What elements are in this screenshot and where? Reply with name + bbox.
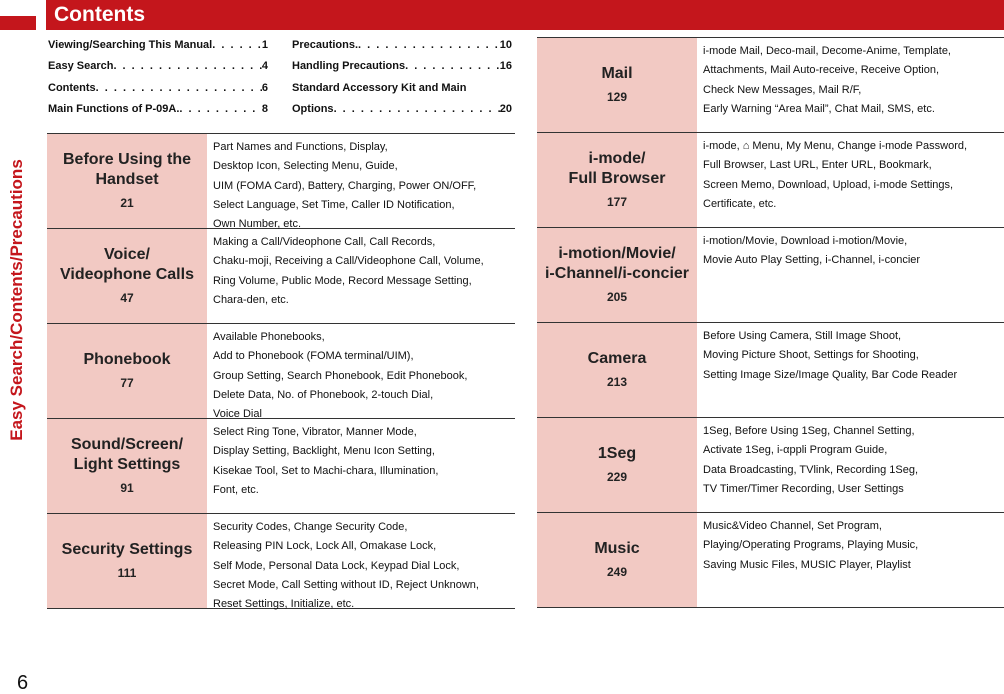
toc-entry-page: 6 [261,81,268,94]
section-description-line: Attachments, Mail Auto-receive, Receive Option, [703,64,939,77]
toc-leader-dots [113,56,261,76]
section-description [207,134,515,231]
section-description [697,38,1004,132]
section-description-line: Saving Music Files, MUSIC Player, Playlist [703,558,911,571]
toc-entry-title: Options [292,103,334,116]
section-description-line: 1Seg, Before Using 1Seg, Channel Setting, [703,425,915,437]
section-page: 111 [117,566,137,580]
section-title-cell[interactable] [537,323,697,417]
page-title: Contents [54,3,145,26]
section-page: 129 [606,90,628,104]
section-name: Mail [601,65,633,82]
toc-entry-title: Precautions. [292,39,359,51]
section-description-line: Releasing PIN Lock, Lock All, Omakase Lock, [213,540,437,553]
page-number: 6 [17,672,29,694]
toc-entry-page: 16 [499,60,512,73]
section-title-cell[interactable] [537,513,697,607]
section-description-line: Early Warning “Area Mail”, Chat Mail, SMS, etc. [703,102,935,115]
section-description-line: Check New Messages, Mail R/F, [703,83,862,96]
section-description-line: Security Codes, Change Security Code, [213,521,408,533]
section-description-line: Voice Dial [213,408,262,421]
section-page: 177 [606,195,628,209]
toc-entry-page: 10 [499,39,512,51]
section-description [697,133,1004,227]
section-name: Music [594,540,640,557]
section-description-line: Music&Video Channel, Set Program, [703,520,882,532]
section-description-line: Own Number, etc. [213,218,302,231]
section-page: 91 [120,481,134,495]
toc-column-right [292,35,514,121]
section-page: 47 [120,291,134,305]
section-description-line: Chaku-moji, Receiving a Call/Videophone Call, Volume, [213,255,484,268]
toc-entry-title: Standard Accessory Kit and Main [292,81,467,94]
section-description-line: Chara-den, etc. [213,293,289,306]
side-section-label-text: Easy Search/Contents/Precautions [7,159,26,441]
section-title-cell[interactable] [537,38,697,132]
section-description-line: Display Setting, Backlight, Menu Icon Setting, [213,445,435,458]
section-description [697,418,1004,512]
section-description-line: Full Browser, Last URL, Enter URL, Bookmark, [703,159,932,172]
toc-leader-dots [212,35,262,55]
section-description-line: Self Mode, Personal Data Lock, Keypad Dial Lock, [213,559,460,572]
section-page: 21 [120,196,134,210]
section-description-line: Available Phonebooks, [213,331,325,343]
toc-entry-page: 4 [261,60,268,73]
section-page: 249 [606,565,628,579]
section-name: Phonebook [83,351,171,368]
section-description-line: Screen Memo, Download, Upload, i-mode Settings, [703,178,954,191]
section-description-line: Ring Volume, Public Mode, Record Message Setting, [213,274,472,287]
section-row [537,227,1004,322]
toc-entry-title: Viewing/Searching This Manual [48,39,213,51]
toc-entry[interactable] [48,35,268,55]
section-description [697,228,1004,322]
section-description-line: Font, etc. [213,483,259,496]
section-description-line: Delete Data, No. of Phonebook, 2-touch Dial, [213,388,434,401]
section-title-cell[interactable] [537,228,697,322]
section-name: Voice/ Videophone Calls [60,246,194,283]
section-title-cell[interactable] [537,133,697,227]
section-row [537,322,1004,417]
sections-column-left [47,133,515,609]
section-row [537,132,1004,227]
section-description [207,514,515,611]
section-description-line: Movie Auto Play Setting, i-Channel, i-concier [703,254,921,267]
section-description [207,324,515,421]
toc-entry[interactable] [48,56,268,76]
section-row [47,133,515,231]
toc-column-left [48,35,270,121]
toc-leader-dots [179,99,261,119]
section-description-line: Activate 1Seg, i-αppli Program Guide, [703,444,888,457]
section-page: 77 [120,376,134,390]
section-description-line: i-mode, ⌂ Menu, My Menu, Change i-mode Password, [703,140,968,152]
section-tab-marker [0,16,36,30]
section-description-line: Secret Mode, Call Setting without ID, Reject Unknown, [213,578,479,591]
section-description-line: Group Setting, Search Phonebook, Edit Phonebook, [213,369,468,382]
section-description-line: Playing/Operating Programs, Playing Music, [703,539,919,552]
section-row [47,418,515,513]
toc-entry[interactable] [292,78,512,98]
section-description [207,229,515,323]
toc-leader-dots [405,56,500,76]
side-section-label [4,159,38,441]
toc-entry-title: Contents [48,81,96,94]
toc-entry[interactable] [292,35,512,55]
section-description-line: TV Timer/Timer Recording, User Settings [703,482,904,495]
section-name: i-motion/Movie/ i-Channel/i-concier [544,245,690,282]
section-title-cell[interactable] [47,134,207,228]
page-header [46,0,1004,30]
toc-entry-page: 8 [261,103,268,116]
toc-entry-title: Handling Precautions [292,60,406,73]
section-row [537,417,1004,512]
section-row [537,512,1004,608]
section-title-cell[interactable] [537,418,697,512]
toc-entry-title: Main Functions of P-09A. [48,103,180,116]
section-description-line: Select Language, Set Time, Caller ID Notification, [213,198,455,211]
sections-column-right [537,37,1004,608]
section-name: Sound/Screen/ Light Settings [70,436,184,473]
section-description-line: Data Broadcasting, TVlink, Recording 1Seg, [703,463,919,476]
section-description-line: Setting Image Size/Image Quality, Bar Code Reader [703,368,958,381]
toc-entry[interactable] [48,78,268,98]
toc-entry-page: 20 [499,103,512,116]
toc-leader-dots [96,78,262,98]
section-title-cell[interactable] [47,229,207,323]
section-page: 205 [606,290,628,304]
toc-entry-page: 1 [261,39,268,51]
section-row [47,323,515,421]
section-description-line: Desktop Icon, Selecting Menu, Guide, [213,160,398,173]
section-description-line: Moving Picture Shoot, Settings for Shooting, [703,349,919,362]
section-row [47,513,515,609]
toc-leader-dots [334,99,500,119]
section-description-line: Making a Call/Videophone Call, Call Records, [213,236,436,248]
section-description-line: Kisekae Tool, Set to Machi-chara, Illumination, [213,464,439,477]
section-page: 229 [606,470,628,484]
section-description-line: UIM (FOMA Card), Battery, Charging, Power ON/OFF, [213,179,477,192]
toc-entry-title: Easy Search [48,60,114,73]
section-row [537,37,1004,132]
section-description-line: Add to Phonebook (FOMA terminal/UIM), [213,350,414,363]
section-name: Security Settings [61,541,193,558]
toc-leader-dots [358,35,500,55]
section-name: Before Using the Handset [62,151,191,188]
section-title-cell[interactable] [47,419,207,513]
section-title-cell[interactable] [47,324,207,418]
section-title-cell[interactable] [47,514,207,608]
section-page: 213 [606,375,628,389]
section-description-line: Before Using Camera, Still Image Shoot, [703,330,902,342]
section-name: 1Seg [597,445,637,462]
toc-entry[interactable] [48,99,268,119]
section-row [47,228,515,323]
section-description-line: Part Names and Functions, Display, [213,141,388,153]
section-description-line: Select Ring Tone, Vibrator, Manner Mode, [213,426,417,438]
section-description-line: i-motion/Movie, Download i-motion/Movie, [703,235,908,247]
toc-entry[interactable] [292,56,512,76]
section-description-line: Certificate, etc. [703,197,777,210]
toc-entry[interactable] [292,99,512,119]
section-description-line: i-mode Mail, Deco-mail, Decome-Anime, Template, [703,45,951,57]
section-description [697,513,1004,607]
section-description [697,323,1004,417]
section-name: Camera [587,350,647,367]
section-description-line: Reset Settings, Initialize, etc. [213,598,355,611]
section-name: i-mode/ Full Browser [568,150,666,187]
section-description [207,419,515,513]
